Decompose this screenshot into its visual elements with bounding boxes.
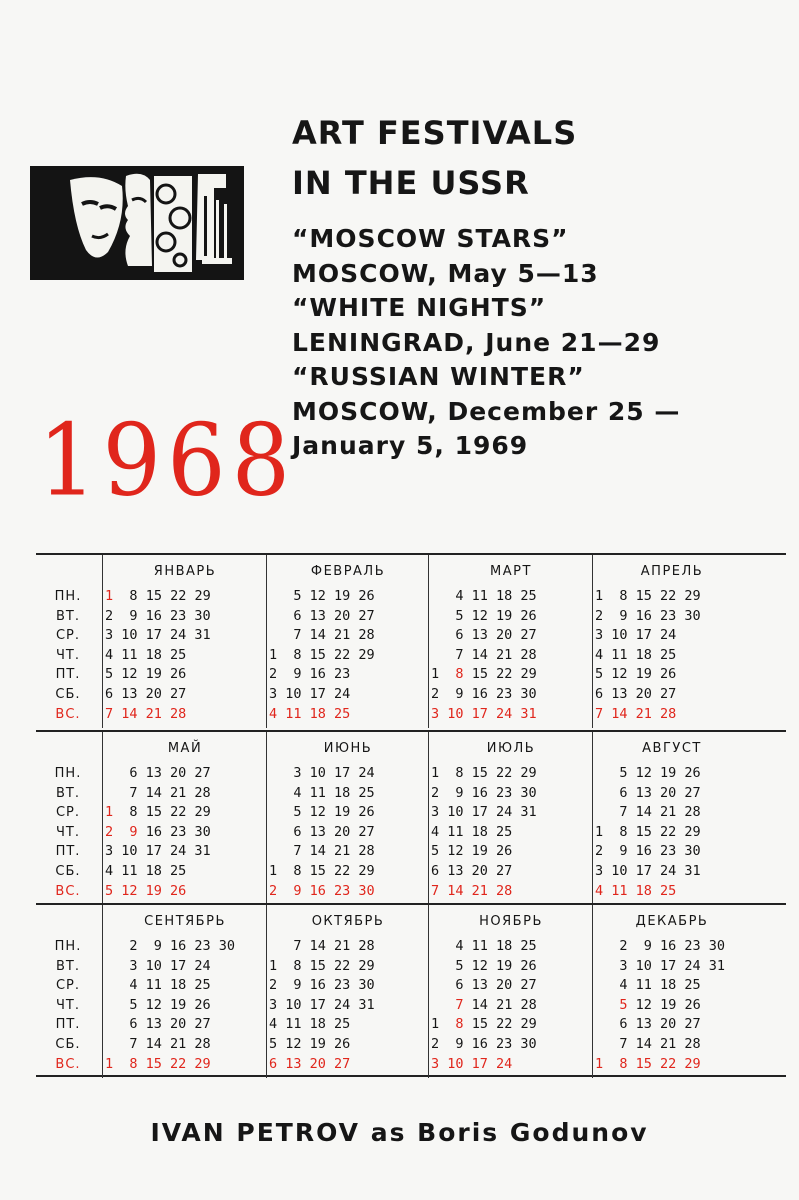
weekday-label: СБ. bbox=[55, 863, 81, 879]
weekday-row: 5 12 19 26 bbox=[105, 996, 211, 1013]
weekday-row: 2 9 16 23 30 bbox=[431, 1035, 537, 1052]
weekday-label: ПТ. bbox=[55, 667, 81, 683]
month-name: НОЯБРЬ bbox=[479, 914, 543, 929]
weekday-label: ЧТ. bbox=[56, 997, 80, 1013]
weekday-row: 2 9 16 23 30 bbox=[105, 607, 211, 624]
month-days bbox=[431, 764, 537, 901]
weekday-row: 4 11 18 25 bbox=[431, 823, 513, 840]
weekday-label: ПТ. bbox=[55, 1017, 81, 1033]
festival-line: “MOSCOW STARS” bbox=[292, 224, 569, 253]
quarter-row bbox=[36, 555, 786, 728]
weekday-row: 4 11 18 25 bbox=[269, 784, 375, 801]
weekday-row: 1 8 15 22 29 bbox=[431, 765, 537, 781]
month-block bbox=[428, 555, 593, 728]
month-name: МАЙ bbox=[167, 741, 203, 756]
weekday-label: СБ. bbox=[55, 1036, 81, 1052]
weekday-row: 3 10 17 24 31 bbox=[595, 862, 701, 879]
weekday-row: 7 14 21 28 bbox=[105, 784, 211, 801]
weekday-row: 4 11 18 25 bbox=[105, 862, 187, 879]
weekday-row: 6 13 20 27 bbox=[105, 685, 187, 702]
month-block bbox=[102, 555, 267, 728]
festival-line: MOSCOW, December 25 — bbox=[292, 396, 681, 426]
weekday-row: 7 14 21 28 bbox=[595, 804, 701, 821]
weekday-row: 6 13 20 27 bbox=[431, 627, 537, 644]
weekday-row: 1 8 15 22 29 bbox=[595, 588, 701, 604]
month-block bbox=[102, 905, 267, 1078]
month-name: МАРТ bbox=[490, 564, 532, 579]
month-block bbox=[266, 905, 429, 1078]
weekday-row: 5 12 19 26 bbox=[595, 765, 701, 781]
weekday-row: 6 13 20 27 bbox=[595, 1016, 701, 1033]
weekday-row: 2 9 16 23 30 bbox=[431, 784, 537, 801]
weekday-row: 3 10 17 24 31 bbox=[595, 957, 726, 974]
weekday-row: 1 8 15 22 29 bbox=[105, 1055, 211, 1072]
weekday-row: 4 11 18 25 bbox=[595, 882, 677, 899]
weekday-row: 7 14 21 28 bbox=[269, 843, 375, 860]
title-line-2: IN THE USSR bbox=[292, 164, 530, 202]
weekday-row: 4 11 18 25 bbox=[269, 1016, 351, 1033]
weekday-row: 3 10 17 24 31 bbox=[105, 843, 211, 860]
weekday-label: СР. bbox=[55, 978, 81, 994]
weekday-row: 6 13 20 27 bbox=[595, 685, 677, 702]
month-name: ИЮНЬ bbox=[323, 741, 373, 756]
weekday-row: 5 12 19 26 bbox=[431, 607, 537, 624]
weekday-row: 2 9 16 23 30 bbox=[431, 685, 537, 702]
year-label: 1968 bbox=[38, 402, 297, 519]
month-block bbox=[266, 555, 429, 728]
weekday-row: 5 12 19 26 bbox=[431, 957, 537, 974]
weekday-row: 4 11 18 25 bbox=[105, 977, 211, 994]
festival-line: LENINGRAD, June 21—29 bbox=[292, 327, 661, 357]
month-block bbox=[592, 732, 751, 905]
weekday-row: 7 14 21 28 bbox=[269, 627, 375, 644]
weekday-row: 1 8 15 22 29 bbox=[269, 957, 375, 974]
month-block bbox=[102, 732, 267, 905]
weekday-row: 2 9 16 23 bbox=[269, 666, 351, 683]
weekday-label: ВТ. bbox=[56, 958, 80, 974]
weekday-row: 1 8 15 22 29 bbox=[431, 666, 537, 683]
weekday-row: 2 9 16 23 30 bbox=[595, 938, 726, 954]
weekday-row: 2 9 16 23 30 bbox=[269, 977, 375, 994]
weekday-row: 7 14 21 28 bbox=[595, 1035, 701, 1052]
weekday-row: 3 10 17 24 31 bbox=[431, 705, 537, 722]
weekday-row: 6 13 20 27 bbox=[431, 862, 513, 879]
weekday-row: 1 8 15 22 29 bbox=[105, 588, 211, 604]
weekday-row: 7 14 21 28 bbox=[431, 646, 537, 663]
month-days bbox=[595, 764, 701, 901]
month-days bbox=[431, 587, 537, 724]
month-name: ОКТЯБРЬ bbox=[311, 914, 385, 929]
weekday-label: ВС. bbox=[55, 1056, 81, 1072]
weekday-row: 1 8 15 22 29 bbox=[595, 1055, 701, 1072]
weekday-row: 6 13 20 27 bbox=[269, 607, 375, 624]
month-days bbox=[105, 937, 235, 1074]
month-name: ИЮЛЬ bbox=[486, 741, 536, 756]
weekday-row: 2 9 16 23 30 bbox=[105, 938, 236, 954]
weekday-row: 7 14 21 28 bbox=[105, 705, 187, 722]
weekday-row: 4 11 18 25 bbox=[595, 977, 701, 994]
weekday-row: 3 10 17 24 bbox=[431, 1055, 513, 1072]
weekday-labels bbox=[36, 937, 100, 1074]
weekday-label: ПН. bbox=[54, 939, 82, 954]
weekday-row: 5 12 19 26 bbox=[269, 804, 375, 821]
weekday-label: ЧТ. bbox=[56, 824, 80, 840]
quarter-row bbox=[36, 903, 786, 1078]
weekday-row: 7 14 21 28 bbox=[269, 938, 375, 954]
calendar-grid bbox=[36, 553, 786, 1077]
weekday-row: 7 14 21 28 bbox=[595, 705, 677, 722]
weekday-row: 5 12 19 26 bbox=[269, 588, 375, 604]
weekday-row: 4 11 18 25 bbox=[431, 588, 537, 604]
month-name: АВГУСТ bbox=[642, 741, 702, 756]
festival-line: MOSCOW, May 5—13 bbox=[292, 258, 599, 288]
weekday-label: ЧТ. bbox=[56, 647, 80, 663]
weekday-row: 5 12 19 26 bbox=[105, 666, 187, 683]
weekday-row: 3 10 17 24 bbox=[269, 765, 375, 781]
weekday-row: 4 11 18 25 bbox=[431, 938, 537, 954]
weekday-row: 1 8 15 22 29 bbox=[105, 804, 211, 821]
festival-line: “RUSSIAN WINTER” bbox=[292, 362, 585, 391]
weekday-row: 1 8 15 22 29 bbox=[269, 646, 375, 663]
quarter-row bbox=[36, 730, 786, 905]
weekday-row: 1 8 15 22 29 bbox=[595, 823, 701, 840]
weekday-row: 5 12 19 26 bbox=[431, 843, 513, 860]
festival-line: “WHITE NIGHTS” bbox=[292, 293, 547, 322]
weekday-row: 2 9 16 23 30 bbox=[105, 823, 211, 840]
footer-caption: IVAN PETROV as Boris Godunov bbox=[150, 1118, 649, 1147]
weekday-row: 6 13 20 27 bbox=[269, 1055, 351, 1072]
month-name: ЯНВАРЬ bbox=[153, 564, 217, 579]
weekday-row: 3 10 17 24 31 bbox=[105, 627, 211, 644]
weekday-row: 4 11 18 25 bbox=[595, 646, 677, 663]
month-block bbox=[428, 732, 593, 905]
festival-line: January 5, 1969 bbox=[292, 431, 529, 460]
weekday-row: 5 12 19 26 bbox=[619, 996, 701, 1013]
weekday-row: 3 10 17 24 bbox=[595, 627, 677, 644]
weekday-label: СР. bbox=[55, 805, 81, 821]
month-block bbox=[266, 732, 429, 905]
month-days bbox=[269, 937, 375, 1074]
weekday-row: 6 13 20 27 bbox=[431, 977, 537, 994]
month-name: АПРЕЛЬ bbox=[640, 564, 704, 579]
weekday-row: 5 12 19 26 bbox=[595, 666, 677, 683]
weekday-label: ПН. bbox=[54, 766, 82, 781]
festival-headline bbox=[292, 108, 792, 464]
month-days bbox=[431, 937, 537, 1074]
weekday-row: 3 10 17 24 31 bbox=[269, 996, 375, 1013]
weekday-label: ВТ. bbox=[56, 608, 80, 624]
weekday-label: ВС. bbox=[55, 706, 81, 722]
weekday-row: 1 8 15 22 29 bbox=[269, 862, 375, 879]
weekday-row: 2 9 16 23 30 bbox=[595, 843, 701, 860]
month-days bbox=[105, 587, 211, 724]
weekday-label: ПН. bbox=[54, 589, 82, 604]
weekday-row: 3 10 17 24 bbox=[105, 957, 211, 974]
weekday-label: ВС. bbox=[55, 883, 81, 899]
theatre-masks-emblem-icon bbox=[30, 166, 244, 280]
month-days bbox=[595, 587, 701, 724]
weekday-row: 6 13 20 27 bbox=[269, 823, 375, 840]
weekday-label: ПТ. bbox=[55, 844, 81, 860]
weekday-row: 7 14 21 28 bbox=[455, 996, 537, 1013]
weekday-row: 1 8 15 22 29 bbox=[431, 1016, 537, 1033]
weekday-row: 7 14 21 28 bbox=[105, 1035, 211, 1052]
month-days bbox=[269, 587, 375, 724]
weekday-row: 7 14 21 28 bbox=[431, 882, 513, 899]
weekday-row: 4 11 18 25 bbox=[269, 705, 351, 722]
weekday-row: 6 13 20 27 bbox=[595, 784, 701, 801]
weekday-labels bbox=[36, 764, 100, 901]
month-days bbox=[105, 764, 211, 901]
month-block bbox=[592, 905, 751, 1078]
weekday-row: 3 10 17 24 31 bbox=[431, 804, 537, 821]
month-name: ДЕКАБРЬ bbox=[635, 914, 709, 929]
weekday-label: СР. bbox=[55, 628, 81, 644]
weekday-row: 6 13 20 27 bbox=[105, 765, 211, 781]
weekday-row: 2 9 16 23 30 bbox=[269, 882, 375, 899]
weekday-row: 6 13 20 27 bbox=[105, 1016, 211, 1033]
weekday-row: 4 11 18 25 bbox=[105, 646, 187, 663]
month-block bbox=[592, 555, 751, 728]
month-block bbox=[428, 905, 593, 1078]
month-days bbox=[595, 937, 725, 1074]
weekday-labels bbox=[36, 587, 100, 724]
title-line-1: ART FESTIVALS bbox=[292, 114, 578, 152]
weekday-row: 2 9 16 23 30 bbox=[595, 607, 701, 624]
month-name: ФЕВРАЛЬ bbox=[310, 564, 386, 579]
weekday-row: 3 10 17 24 bbox=[269, 685, 351, 702]
weekday-row: 5 12 19 26 bbox=[269, 1035, 351, 1052]
weekday-row: 5 12 19 26 bbox=[105, 882, 187, 899]
month-name: СЕНТЯБРЬ bbox=[144, 914, 226, 929]
weekday-label: ВТ. bbox=[56, 785, 80, 801]
weekday-label: СБ. bbox=[55, 686, 81, 702]
month-days bbox=[269, 764, 375, 901]
